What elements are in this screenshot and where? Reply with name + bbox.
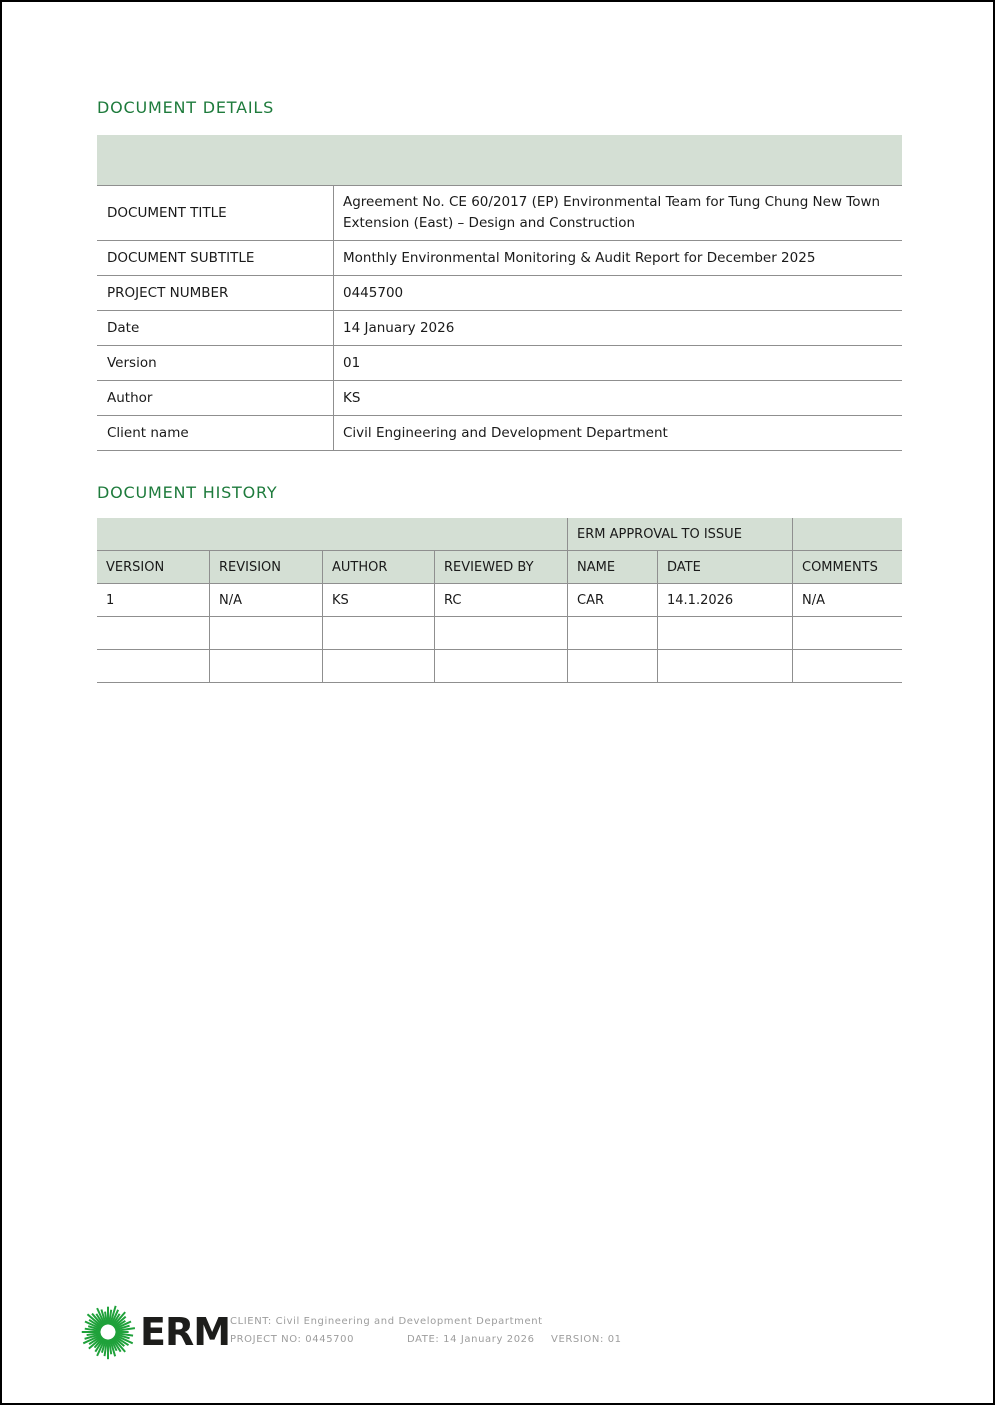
details-value: Agreement No. CE 60/2017 (EP) Environmental Team for Tung Chung New Town Extension (East) – Design and Construction — [333, 186, 902, 240]
column-header: REVISION — [209, 551, 322, 584]
details-value: 14 January 2026 — [333, 311, 902, 345]
table-row — [97, 584, 902, 617]
history-cell — [657, 617, 792, 650]
history-cell — [322, 650, 434, 683]
column-header: AUTHOR — [322, 551, 434, 584]
column-header: COMMENTS — [792, 551, 902, 584]
table-row — [97, 650, 902, 683]
history-cell — [657, 650, 792, 683]
section-heading-document-details: DOCUMENT DETAILS — [97, 98, 275, 117]
history-cell — [434, 650, 567, 683]
history-cell: CAR — [567, 584, 657, 617]
table-row — [97, 241, 902, 276]
history-cell: 1 — [97, 584, 209, 617]
history-cell — [209, 650, 322, 683]
history-cell: RC — [434, 584, 567, 617]
footer-date: DATE: 14 January 2026 — [407, 1334, 535, 1345]
table-row — [97, 416, 902, 451]
history-cell — [209, 617, 322, 650]
details-label: Date — [107, 320, 140, 336]
history-blank-header-cell — [792, 518, 902, 551]
column-header: NAME — [567, 551, 657, 584]
history-cell — [792, 650, 902, 683]
table-row — [97, 276, 902, 311]
table-row — [97, 617, 902, 650]
details-value: 01 — [333, 346, 902, 380]
document-details-table — [97, 135, 902, 451]
column-header: VERSION — [97, 551, 209, 584]
details-value: 0445700 — [333, 276, 902, 310]
history-cell — [97, 650, 209, 683]
history-cell — [434, 617, 567, 650]
table-row — [97, 311, 902, 346]
history-cell — [567, 650, 657, 683]
column-header: DATE — [657, 551, 792, 584]
details-label: DOCUMENT SUBTITLE — [107, 250, 255, 266]
footer-client-line: CLIENT: Civil Engineering and Development Department — [230, 1316, 543, 1327]
table-row — [97, 346, 902, 381]
history-cell — [792, 617, 902, 650]
history-cell — [97, 617, 209, 650]
details-label: Version — [107, 355, 157, 371]
history-cell — [567, 617, 657, 650]
history-approval-row — [97, 518, 902, 551]
history-cell: KS — [322, 584, 434, 617]
document-history-table — [97, 518, 902, 683]
history-column-header-row — [97, 551, 902, 584]
column-header: REVIEWED BY — [434, 551, 567, 584]
erm-wordmark: ERM — [140, 1310, 231, 1354]
section-heading-document-history: DOCUMENT HISTORY — [97, 483, 278, 502]
details-label: DOCUMENT TITLE — [107, 205, 227, 221]
details-table-header-band — [97, 135, 902, 186]
history-cell: 14.1.2026 — [657, 584, 792, 617]
footer-version: VERSION: 01 — [551, 1334, 622, 1345]
history-merged-blank-cell — [97, 518, 567, 551]
footer-project-no: PROJECT NO: 0445700 — [230, 1334, 355, 1345]
history-approval-header: ERM APPROVAL TO ISSUE — [567, 518, 792, 551]
history-cell: N/A — [209, 584, 322, 617]
details-value: Civil Engineering and Development Department — [333, 416, 902, 450]
history-cell: N/A — [792, 584, 902, 617]
details-label: PROJECT NUMBER — [107, 285, 229, 301]
table-row — [97, 381, 902, 416]
details-value: Monthly Environmental Monitoring & Audit Report for December 2025 — [333, 241, 902, 275]
history-cell — [322, 617, 434, 650]
erm-logo — [78, 1302, 230, 1362]
details-value: KS — [333, 381, 902, 415]
table-row — [97, 186, 902, 241]
details-label: Client name — [107, 425, 189, 441]
footer-meta-line — [230, 1331, 622, 1349]
details-label: Author — [107, 390, 153, 406]
sunburst-icon — [78, 1302, 138, 1362]
footer-info — [230, 1313, 622, 1349]
